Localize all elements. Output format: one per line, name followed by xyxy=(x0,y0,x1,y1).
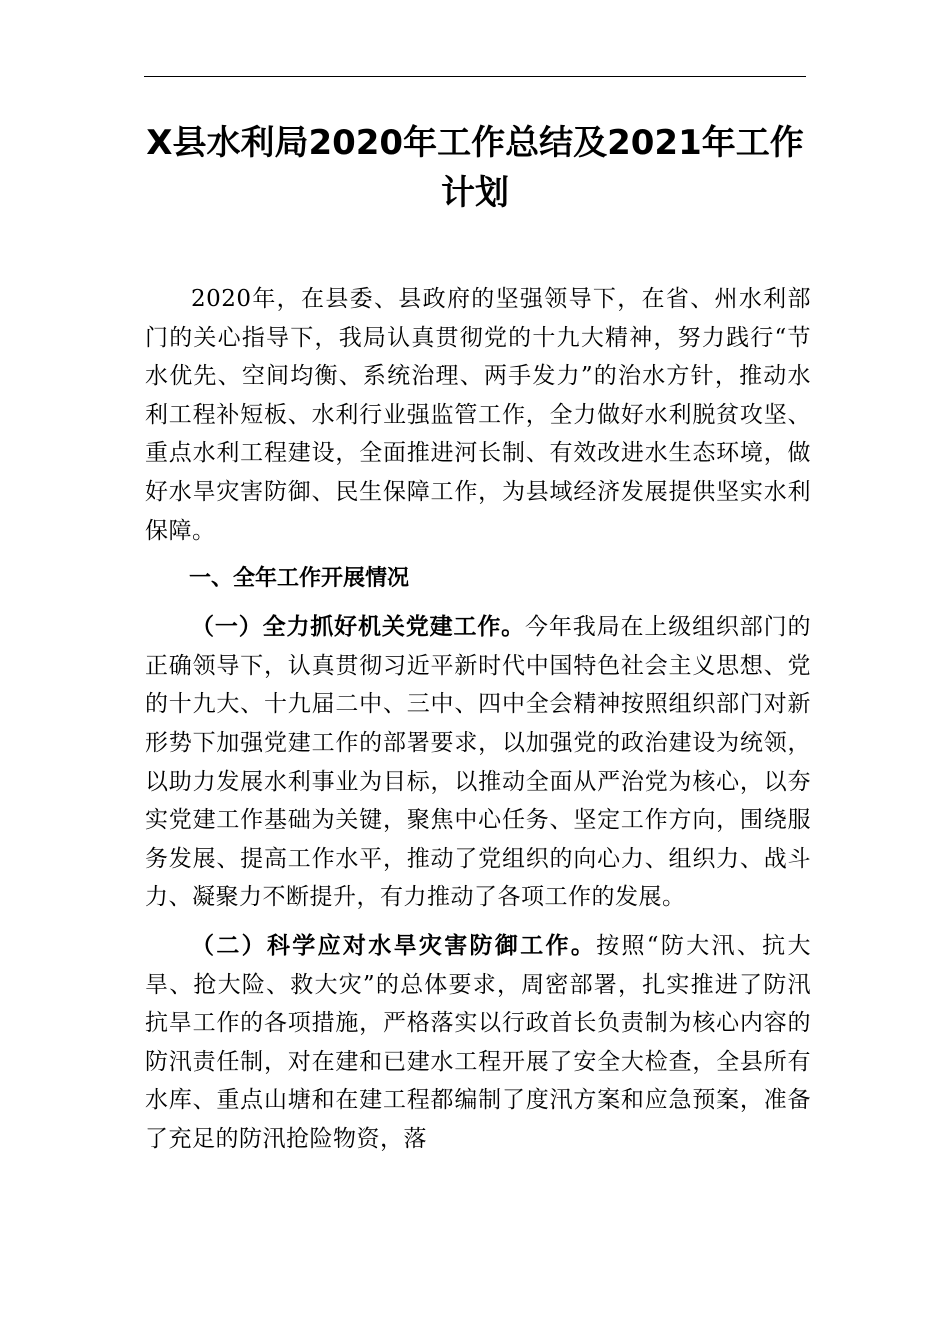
header-rule xyxy=(144,76,806,77)
item-1-lead: （一）全力抓好机关党建工作。 xyxy=(191,613,526,641)
document-title xyxy=(140,118,810,218)
item-1-body: 今年我局在上级组织部门的正确领导下，认真贯彻习近平新时代中国特色社会主义思想、党的十九大、十九届二中、三中、四中全会精神按照组织部门对新形势下加强党建工作的部署要求，以加强党的政治建设为统领，以助力发展水利事业为目标，以推动全面从严治党为核心，以夯实党建工作基础为关键，聚焦中心任务、坚定工作方向，围绕服务发展、提高工作水平，推动了党组织的向心力、组织力、战斗力、凝聚力不断提升，有力推动了各项工作的发展。 xyxy=(145,614,812,911)
title-line-1: X县水利局2020年工作总结及2021年工作 xyxy=(146,123,804,163)
item-2-lead: （二）科学应对水旱灾害防御工作。 xyxy=(191,931,597,959)
paragraph-item-2 xyxy=(145,927,811,1159)
title-line-2: 计划 xyxy=(441,173,509,213)
document-body xyxy=(145,280,811,1158)
item-2-body: 按照“防大汛、抗大旱、抢大险、救大灾”的总体要求，周密部署，扎实推进了防汛抗旱工作的各项措施，严格落实以行政首长负责制为核心内容的防汛责任制，对在建和已建水工程开展了安全大检查，全县所有水库、重点山塘和在建工程都编制了度汛方案和应急预案，准备了充足的防汛抢险物资，落 xyxy=(145,932,811,1152)
section-heading: 一、全年工作开展情况 xyxy=(189,566,410,592)
intro-paragraph: 2020年，在县委、县政府的坚强领导下，在省、州水利部门的关心指导下，我局认真贯彻党的十九大精神，努力践行“节水优先、空间均衡、系统治理、两手发力”的治水方针，推动水利工程补短板、水利行业强监管工作，全力做好水利脱贫攻坚、重点水利工程建设，全面推进河长制、有效改进水生态环境，做好水旱灾害防御、民生保障工作，为县域经济发展提供坚实水利保障。 xyxy=(145,286,811,544)
paragraph-item-1 xyxy=(145,608,811,917)
